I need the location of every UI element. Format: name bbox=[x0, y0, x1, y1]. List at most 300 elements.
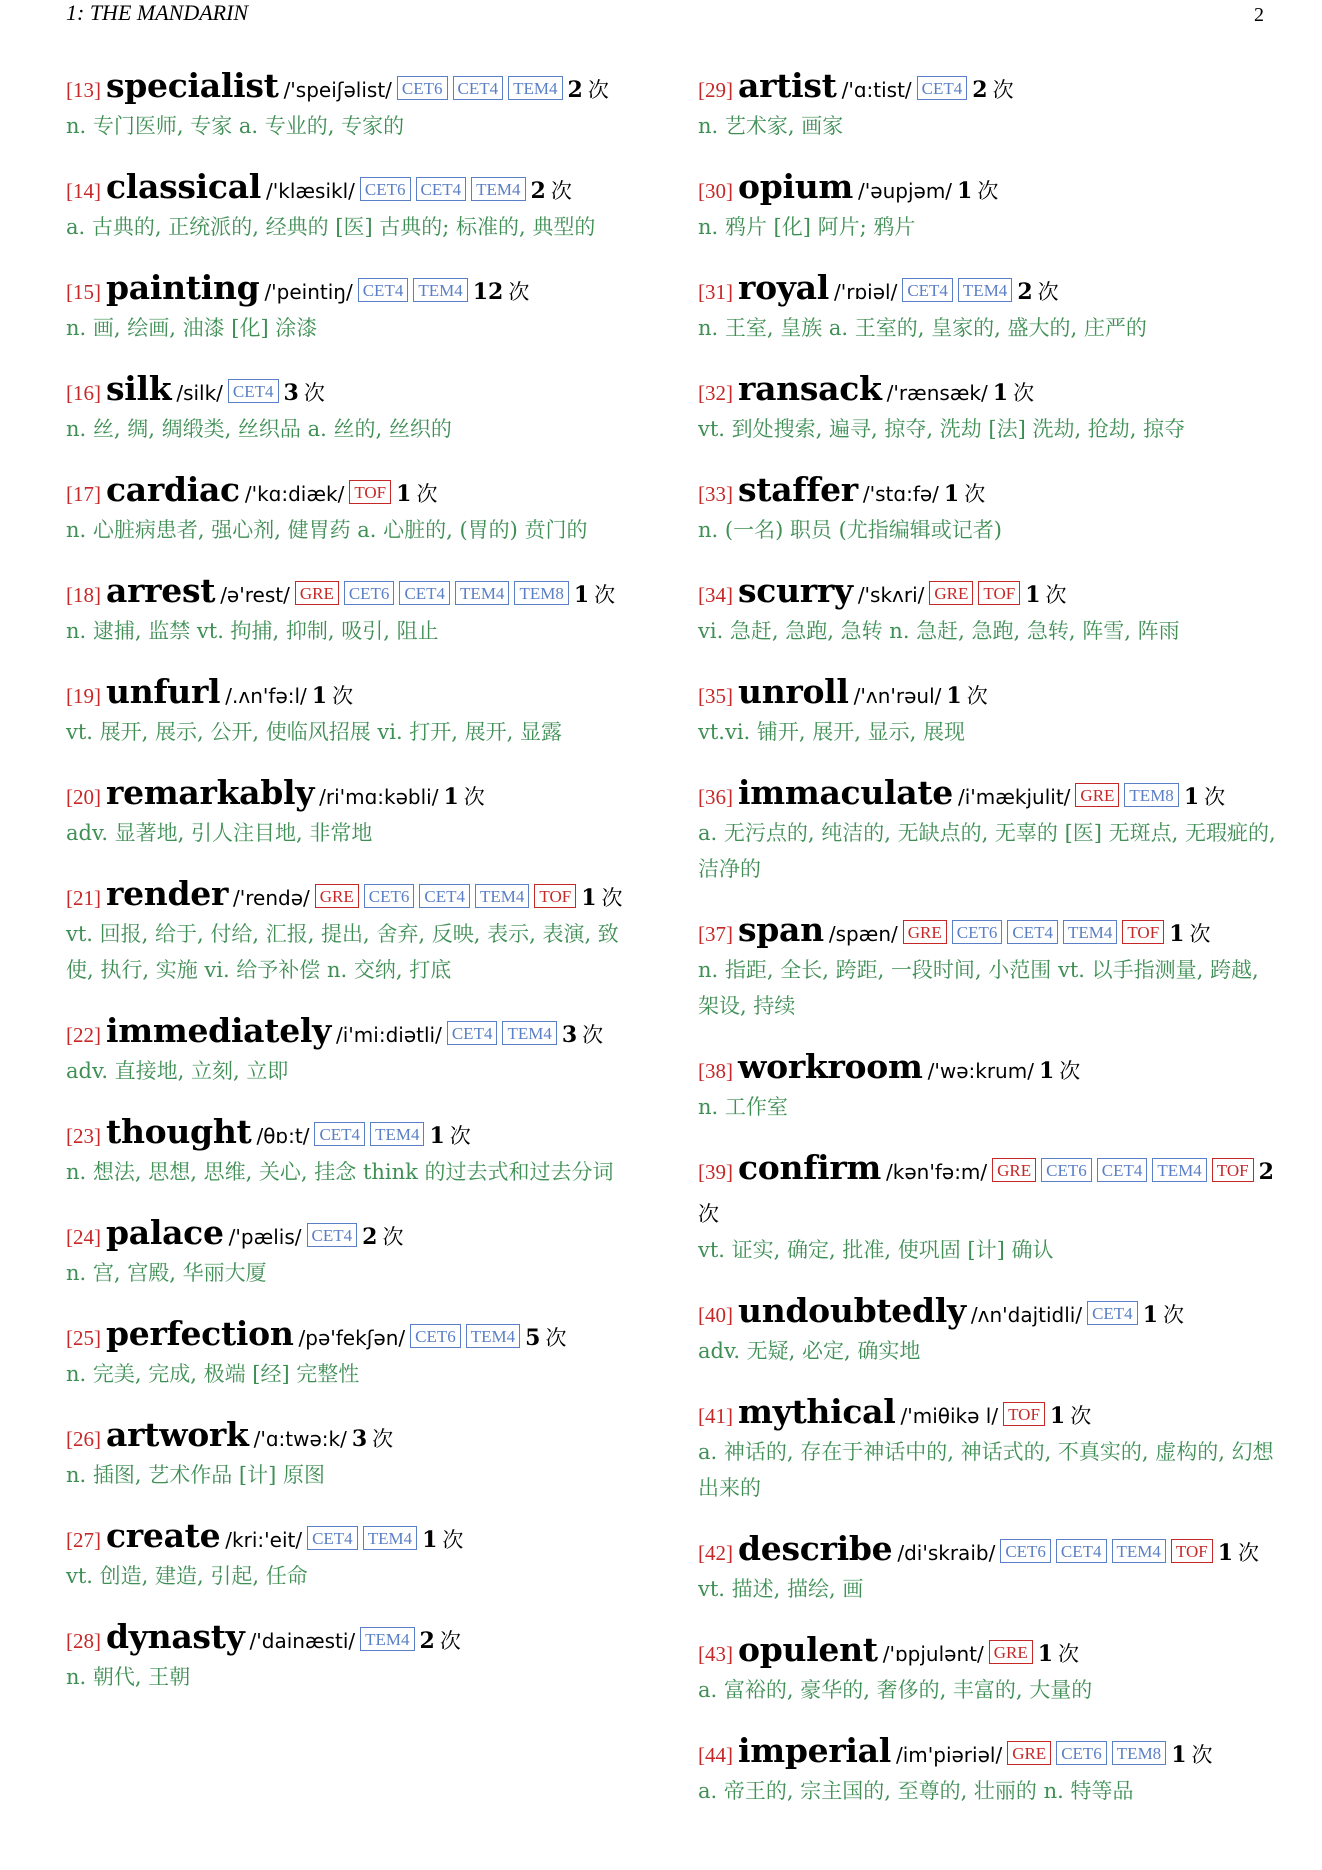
occurrence-unit: 次 bbox=[1045, 583, 1067, 607]
vocab-entry bbox=[66, 369, 646, 447]
exam-tag: GRE bbox=[1007, 1741, 1051, 1765]
headword: span bbox=[738, 910, 824, 949]
phonetic: /'rænsæk/ bbox=[886, 381, 988, 405]
entry-headline bbox=[66, 773, 646, 817]
exam-tags bbox=[307, 1526, 417, 1550]
entry-headline bbox=[698, 1731, 1278, 1775]
vocab-entry bbox=[66, 1314, 646, 1392]
occurrence-count: 1 bbox=[1169, 921, 1185, 947]
entry-number: [29] bbox=[698, 78, 733, 102]
exam-tag: TEM8 bbox=[514, 581, 568, 605]
vocab-entry bbox=[66, 1112, 646, 1190]
headword: confirm bbox=[738, 1148, 882, 1187]
entry-number: [42] bbox=[698, 1541, 733, 1565]
headword: ransack bbox=[738, 369, 882, 408]
occurrence-count: 1 bbox=[1217, 1540, 1234, 1566]
entry-number: [41] bbox=[698, 1404, 733, 1428]
vocab-entry bbox=[698, 470, 1278, 548]
definition: vt.vi. 铺开, 展开, 显示, 展现 bbox=[698, 720, 965, 744]
entry-headline bbox=[698, 369, 1278, 413]
entry-headline bbox=[66, 571, 646, 615]
exam-tag: GRE bbox=[903, 920, 947, 944]
vocab-entry bbox=[698, 66, 1278, 144]
occurrence-count: 1 bbox=[581, 885, 597, 911]
phonetic: /i'mækjulit/ bbox=[958, 785, 1071, 809]
headword: unfurl bbox=[106, 672, 221, 711]
occurrence-count: 3 bbox=[283, 380, 299, 406]
entry-headline bbox=[66, 1213, 646, 1257]
exam-tags bbox=[447, 1021, 557, 1045]
exam-tags bbox=[1000, 1539, 1212, 1563]
definition: n. 丝, 绸, 绸缎类, 丝织品 a. 丝的, 丝织的 bbox=[66, 417, 452, 441]
phonetic: /'rɒiəl/ bbox=[834, 280, 898, 304]
exam-tag: TEM8 bbox=[1112, 1741, 1166, 1765]
exam-tag: CET4 bbox=[902, 278, 953, 302]
entry-number: [22] bbox=[66, 1023, 101, 1047]
exam-tag: TEM4 bbox=[475, 884, 529, 908]
occurrence-unit: 次 bbox=[992, 78, 1014, 102]
exam-tags bbox=[410, 1324, 520, 1348]
exam-tag: CET6 bbox=[397, 76, 448, 100]
occurrence-count: 1 bbox=[573, 582, 590, 608]
occurrence-unit: 次 bbox=[1013, 381, 1035, 405]
exam-tag: CET4 bbox=[307, 1526, 358, 1550]
exam-tags bbox=[358, 278, 468, 302]
running-title: 1: THE MANDARIN bbox=[66, 0, 249, 25]
exam-tag: CET4 bbox=[228, 379, 279, 403]
exam-tag: TEM4 bbox=[370, 1122, 424, 1146]
exam-tags bbox=[992, 1158, 1253, 1182]
headword: specialist bbox=[106, 66, 279, 105]
exam-tag: TOF bbox=[349, 480, 391, 504]
phonetic: /'stɑ:fə/ bbox=[862, 482, 939, 506]
vocab-entry bbox=[66, 571, 646, 649]
vocab-entry bbox=[698, 1291, 1278, 1369]
phonetic: /.ʌn'fə:l/ bbox=[225, 684, 307, 708]
phonetic: /ʌn'dajtidli/ bbox=[970, 1303, 1083, 1327]
entry-number: [19] bbox=[66, 684, 101, 708]
entry-headline bbox=[66, 470, 646, 514]
entry-headline bbox=[66, 1112, 646, 1156]
occurrence-unit: 次 bbox=[1059, 1059, 1081, 1083]
entry-number: [28] bbox=[66, 1629, 101, 1653]
vocab-entry bbox=[66, 1415, 646, 1493]
exam-tags bbox=[1075, 783, 1178, 807]
occurrence-count: 1 bbox=[1037, 1641, 1054, 1667]
entry-headline bbox=[66, 1617, 646, 1661]
exam-tag: TEM4 bbox=[413, 278, 467, 302]
vocab-entry bbox=[698, 910, 1278, 1024]
occurrence-count: 2 bbox=[1017, 279, 1033, 305]
headword: royal bbox=[738, 268, 829, 307]
phonetic: /im'piəriəl/ bbox=[895, 1743, 1003, 1767]
exam-tag: TEM8 bbox=[1124, 783, 1178, 807]
headword: create bbox=[106, 1516, 221, 1555]
exam-tag: CET6 bbox=[364, 884, 415, 908]
occurrence-count: 1 bbox=[943, 481, 960, 507]
vocab-entry bbox=[66, 1617, 646, 1695]
vocab-entry bbox=[66, 1011, 646, 1089]
exam-tag: CET4 bbox=[1087, 1301, 1138, 1325]
entry-number: [17] bbox=[66, 482, 101, 506]
right-column bbox=[698, 66, 1278, 1832]
entry-headline bbox=[698, 1148, 1278, 1234]
exam-tag: CET6 bbox=[1056, 1741, 1107, 1765]
exam-tag: TEM4 bbox=[508, 76, 562, 100]
occurrence-count: 1 bbox=[1049, 1403, 1066, 1429]
occurrence-unit: 次 bbox=[966, 684, 988, 708]
definition: n. 专门医师, 专家 a. 专业的, 专家的 bbox=[66, 114, 405, 138]
phonetic: /'ʌn'rəul/ bbox=[853, 684, 942, 708]
occurrence-count: 2 bbox=[419, 1628, 435, 1654]
headword: artist bbox=[738, 66, 837, 105]
exam-tag: GRE bbox=[992, 1158, 1036, 1182]
exam-tag: TOF bbox=[1212, 1158, 1254, 1182]
exam-tag: CET4 bbox=[399, 581, 450, 605]
phonetic: /i'mi:diətli/ bbox=[336, 1023, 442, 1047]
entry-number: [15] bbox=[66, 280, 101, 304]
headword: silk bbox=[106, 369, 172, 408]
phonetic: /ə'rest/ bbox=[220, 583, 290, 607]
entry-headline bbox=[698, 571, 1278, 615]
exam-tags bbox=[989, 1640, 1033, 1664]
vocab-entry bbox=[698, 672, 1278, 750]
occurrence-count: 1 bbox=[429, 1123, 445, 1149]
occurrence-unit: 次 bbox=[1163, 1303, 1184, 1327]
definition: n. 宫, 宫殿, 华丽大厦 bbox=[66, 1261, 267, 1285]
occurrence-unit: 次 bbox=[416, 482, 438, 506]
vocab-entry bbox=[698, 1731, 1278, 1809]
definition: a. 无污点的, 纯洁的, 无缺点的, 无辜的 [医] 无斑点, 无瑕疵的, 洁净的 bbox=[698, 821, 1276, 881]
headword: perfection bbox=[106, 1314, 294, 1353]
occurrence-count: 12 bbox=[472, 279, 504, 305]
vocab-entry bbox=[66, 66, 646, 144]
definition: n. 工作室 bbox=[698, 1095, 788, 1119]
entry-headline bbox=[66, 1415, 646, 1459]
occurrence-unit: 次 bbox=[463, 785, 485, 809]
vocab-entry bbox=[698, 1392, 1278, 1506]
definition: a. 古典的, 正统派的, 经典的 [医] 古典的; 标准的, 典型的 bbox=[66, 215, 596, 239]
occurrence-unit: 次 bbox=[439, 1629, 461, 1653]
exam-tag: TOF bbox=[534, 884, 576, 908]
occurrence-count: 1 bbox=[946, 683, 962, 709]
definition: n. 鸦片 [化] 阿片; 鸦片 bbox=[698, 215, 916, 239]
entry-number: [27] bbox=[66, 1528, 101, 1552]
headword: undoubtedly bbox=[738, 1291, 966, 1330]
vocab-entry bbox=[66, 1213, 646, 1291]
entry-headline bbox=[66, 268, 646, 312]
entry-headline bbox=[66, 66, 646, 110]
phonetic: /pə'fekʃən/ bbox=[298, 1326, 406, 1350]
exam-tag: CET6 bbox=[360, 177, 411, 201]
phonetic: /'klæsikl/ bbox=[266, 179, 355, 203]
headword: dynasty bbox=[106, 1617, 245, 1656]
phonetic: /'skʌri/ bbox=[857, 583, 925, 607]
exam-tag: TOF bbox=[1171, 1539, 1213, 1563]
exam-tags bbox=[349, 480, 391, 504]
entry-headline bbox=[698, 167, 1278, 211]
occurrence-unit: 次 bbox=[442, 1528, 464, 1552]
entry-number: [25] bbox=[66, 1326, 101, 1350]
entry-number: [30] bbox=[698, 179, 733, 203]
phonetic: /'pælis/ bbox=[228, 1225, 302, 1249]
definition: n. 逮捕, 监禁 vt. 拘捕, 抑制, 吸引, 阻止 bbox=[66, 619, 439, 643]
occurrence-unit: 次 bbox=[1070, 1404, 1092, 1428]
exam-tag: CET6 bbox=[1041, 1158, 1092, 1182]
definition: n. 心脏病患者, 强心剂, 健胃药 a. 心脏的, (胃的) 贲门的 bbox=[66, 518, 588, 542]
occurrence-unit: 次 bbox=[1189, 922, 1211, 946]
entry-number: [34] bbox=[698, 583, 733, 607]
entry-headline bbox=[66, 369, 646, 413]
definition: n. 王室, 皇族 a. 王室的, 皇家的, 盛大的, 庄严的 bbox=[698, 316, 1147, 340]
occurrence-unit: 次 bbox=[508, 280, 530, 304]
headword: staffer bbox=[738, 470, 858, 509]
entry-headline bbox=[698, 773, 1278, 817]
exam-tag: GRE bbox=[989, 1640, 1033, 1664]
vocab-entry bbox=[698, 571, 1278, 649]
exam-tag: CET4 bbox=[447, 1021, 498, 1045]
exam-tags bbox=[902, 278, 1012, 302]
headword: render bbox=[106, 874, 229, 913]
exam-tag: CET4 bbox=[416, 177, 467, 201]
headword: opulent bbox=[738, 1630, 878, 1669]
exam-tag: CET4 bbox=[419, 884, 470, 908]
occurrence-unit: 次 bbox=[449, 1124, 471, 1148]
entry-headline bbox=[698, 268, 1278, 312]
occurrence-unit: 次 bbox=[698, 1202, 719, 1226]
phonetic: /kən'fə:m/ bbox=[886, 1160, 988, 1184]
entry-headline bbox=[698, 1630, 1278, 1674]
exam-tags bbox=[314, 1122, 424, 1146]
exam-tag: GRE bbox=[315, 884, 359, 908]
phonetic: /'ɑ:twə:k/ bbox=[253, 1427, 347, 1451]
entry-headline bbox=[66, 672, 646, 716]
exam-tag: TEM4 bbox=[455, 581, 509, 605]
exam-tag: GRE bbox=[929, 581, 973, 605]
headword: painting bbox=[106, 268, 260, 307]
entry-number: [24] bbox=[66, 1225, 101, 1249]
occurrence-unit: 次 bbox=[977, 179, 999, 203]
entry-number: [26] bbox=[66, 1427, 101, 1451]
headword: artwork bbox=[106, 1415, 249, 1454]
occurrence-count: 1 bbox=[443, 784, 459, 810]
definition: vt. 展开, 展示, 公开, 使临风招展 vi. 打开, 展开, 显露 bbox=[66, 720, 563, 744]
entry-number: [39] bbox=[698, 1160, 733, 1184]
vocab-entry bbox=[698, 167, 1278, 245]
definition: vi. 急赶, 急跑, 急转 n. 急赶, 急跑, 急转, 阵雪, 阵雨 bbox=[698, 619, 1180, 643]
occurrence-count: 1 bbox=[1038, 1058, 1055, 1084]
occurrence-count: 1 bbox=[396, 481, 412, 507]
vocab-entry bbox=[66, 773, 646, 851]
occurrence-count: 1 bbox=[1183, 784, 1200, 810]
exam-tag: TEM4 bbox=[466, 1324, 520, 1348]
exam-tag: TEM4 bbox=[502, 1021, 556, 1045]
occurrence-unit: 次 bbox=[582, 1023, 604, 1047]
entry-headline bbox=[698, 1529, 1278, 1573]
definition: n. 完美, 完成, 极端 [经] 完整性 bbox=[66, 1362, 360, 1386]
exam-tags bbox=[397, 76, 563, 100]
headword: describe bbox=[738, 1529, 893, 1568]
occurrence-count: 1 bbox=[1142, 1302, 1158, 1328]
entry-number: [13] bbox=[66, 78, 101, 102]
vocab-entry bbox=[698, 1148, 1278, 1268]
occurrence-unit: 次 bbox=[332, 684, 354, 708]
entry-headline bbox=[66, 1314, 646, 1358]
phonetic: /di'skraib/ bbox=[897, 1541, 996, 1565]
entry-number: [32] bbox=[698, 381, 733, 405]
headword: opium bbox=[738, 167, 854, 206]
occurrence-count: 1 bbox=[311, 683, 328, 709]
vocab-entry bbox=[66, 167, 646, 245]
exam-tag: CET4 bbox=[1056, 1539, 1107, 1563]
headword: imperial bbox=[738, 1731, 891, 1770]
headword: mythical bbox=[738, 1392, 896, 1431]
left-column bbox=[66, 66, 646, 1718]
headword: arrest bbox=[106, 571, 216, 610]
entry-number: [33] bbox=[698, 482, 733, 506]
exam-tags bbox=[1087, 1301, 1138, 1325]
exam-tag: CET4 bbox=[917, 76, 968, 100]
definition: a. 神话的, 存在于神话中的, 神话式的, 不真实的, 虚构的, 幻想出来的 bbox=[698, 1440, 1274, 1500]
occurrence-count: 3 bbox=[351, 1426, 368, 1452]
entry-headline bbox=[698, 1291, 1278, 1335]
headword: scurry bbox=[738, 571, 853, 610]
phonetic: /ri'mɑ:kəbli/ bbox=[319, 785, 439, 809]
occurrence-unit: 次 bbox=[964, 482, 986, 506]
phonetic: /'wə:krum/ bbox=[927, 1059, 1034, 1083]
definition: vt. 创造, 建造, 引起, 任命 bbox=[66, 1564, 308, 1588]
entry-headline bbox=[698, 66, 1278, 110]
occurrence-unit: 次 bbox=[601, 886, 623, 910]
headword: classical bbox=[106, 167, 262, 206]
occurrence-count: 2 bbox=[567, 77, 583, 103]
entry-number: [21] bbox=[66, 886, 101, 910]
headword: palace bbox=[106, 1213, 224, 1252]
definition: adv. 直接地, 立刻, 立即 bbox=[66, 1059, 289, 1083]
entry-headline bbox=[66, 874, 646, 918]
entry-headline bbox=[66, 1011, 646, 1055]
phonetic: /'rendə/ bbox=[233, 886, 310, 910]
vocab-entry bbox=[66, 874, 646, 988]
definition: vt. 描述, 描绘, 画 bbox=[698, 1577, 864, 1601]
exam-tag: CET6 bbox=[344, 581, 395, 605]
occurrence-count: 2 bbox=[972, 77, 988, 103]
definition: a. 帝王的, 宗主国的, 至尊的, 壮丽的 n. 特等品 bbox=[698, 1779, 1134, 1803]
entry-headline bbox=[698, 672, 1278, 716]
definition: n. 插图, 艺术作品 [计] 原图 bbox=[66, 1463, 325, 1487]
exam-tag: CET6 bbox=[410, 1324, 461, 1348]
entry-number: [36] bbox=[698, 785, 733, 809]
definition: adv. 无疑, 必定, 确实地 bbox=[698, 1339, 921, 1363]
headword: thought bbox=[106, 1112, 252, 1151]
exam-tag: TOF bbox=[1122, 920, 1164, 944]
definition: n. 指距, 全长, 跨距, 一段时间, 小范围 vt. 以手指测量, 跨越, 架设, 持续 bbox=[698, 958, 1259, 1018]
entry-number: [31] bbox=[698, 280, 733, 304]
occurrence-count: 1 bbox=[957, 178, 973, 204]
headword: immaculate bbox=[738, 773, 953, 812]
exam-tag: TEM4 bbox=[1152, 1158, 1206, 1182]
exam-tag: CET6 bbox=[952, 920, 1003, 944]
exam-tag: GRE bbox=[1075, 783, 1119, 807]
entry-number: [37] bbox=[698, 922, 733, 946]
vocab-entry bbox=[698, 773, 1278, 887]
occurrence-count: 1 bbox=[992, 380, 1009, 406]
definition: n. (一名) 职员 (尤指编辑或记者) bbox=[698, 518, 1002, 542]
exam-tag: TEM4 bbox=[958, 278, 1012, 302]
exam-tags bbox=[360, 177, 526, 201]
occurrence-count: 1 bbox=[422, 1527, 438, 1553]
phonetic: /'peintiŋ/ bbox=[264, 280, 353, 304]
exam-tags bbox=[903, 920, 1164, 944]
headword: immediately bbox=[106, 1011, 332, 1050]
vocab-entry bbox=[66, 470, 646, 548]
phonetic: /'kɑ:diæk/ bbox=[244, 482, 345, 506]
occurrence-count: 1 bbox=[1025, 582, 1041, 608]
entry-number: [16] bbox=[66, 381, 101, 405]
exam-tag: TEM4 bbox=[363, 1526, 417, 1550]
definition: adv. 显著地, 引人注目地, 非常地 bbox=[66, 821, 373, 845]
phonetic: /'speiʃəlist/ bbox=[283, 78, 392, 102]
occurrence-unit: 次 bbox=[1037, 280, 1059, 304]
vocab-entry bbox=[66, 1516, 646, 1594]
exam-tag: CET4 bbox=[358, 278, 409, 302]
entry-number: [35] bbox=[698, 684, 733, 708]
definition: n. 想法, 思想, 思维, 关心, 挂念 think 的过去式和过去分词 bbox=[66, 1160, 614, 1184]
exam-tag: CET4 bbox=[1007, 920, 1058, 944]
entry-number: [14] bbox=[66, 179, 101, 203]
phonetic: /'dainæsti/ bbox=[249, 1629, 356, 1653]
exam-tag: CET4 bbox=[307, 1223, 358, 1247]
entry-headline bbox=[66, 167, 646, 211]
exam-tags bbox=[1007, 1741, 1166, 1765]
occurrence-unit: 次 bbox=[587, 78, 609, 102]
entry-number: [43] bbox=[698, 1642, 733, 1666]
exam-tag: CET6 bbox=[1000, 1539, 1051, 1563]
exam-tags bbox=[360, 1627, 414, 1651]
vocab-entry bbox=[698, 1630, 1278, 1708]
exam-tag: TOF bbox=[1003, 1402, 1045, 1426]
vocab-entry bbox=[698, 268, 1278, 346]
entry-number: [38] bbox=[698, 1059, 733, 1083]
definition: a. 富裕的, 豪华的, 奢侈的, 丰富的, 大量的 bbox=[698, 1678, 1093, 1702]
occurrence-unit: 次 bbox=[545, 1326, 567, 1350]
phonetic: /spæn/ bbox=[828, 922, 898, 946]
occurrence-count: 2 bbox=[1258, 1159, 1274, 1185]
occurrence-count: 5 bbox=[525, 1325, 541, 1351]
occurrence-unit: 次 bbox=[1238, 1541, 1260, 1565]
entry-number: [44] bbox=[698, 1743, 733, 1767]
exam-tag: CET4 bbox=[314, 1122, 365, 1146]
exam-tags bbox=[315, 884, 576, 908]
exam-tag: CET4 bbox=[453, 76, 504, 100]
vocab-entry bbox=[66, 672, 646, 750]
phonetic: /'əupjəm/ bbox=[858, 179, 953, 203]
exam-tags bbox=[1003, 1402, 1045, 1426]
entry-number: [23] bbox=[66, 1124, 101, 1148]
entry-number: [20] bbox=[66, 785, 101, 809]
entry-headline bbox=[698, 470, 1278, 514]
exam-tag: CET4 bbox=[1097, 1158, 1148, 1182]
occurrence-count: 3 bbox=[561, 1022, 578, 1048]
headword: unroll bbox=[738, 672, 849, 711]
entry-number: [40] bbox=[698, 1303, 733, 1327]
definition: vt. 证实, 确定, 批准, 使巩固 [计] 确认 bbox=[698, 1238, 1054, 1262]
definition: vt. 回报, 给于, 付给, 汇报, 提出, 舍弃, 反映, 表示, 表演, 致使, 执行, 实施 vi. 给予补偿 n. 交纳, 打底 bbox=[66, 922, 619, 982]
exam-tag: GRE bbox=[295, 581, 339, 605]
exam-tag: TEM4 bbox=[360, 1627, 414, 1651]
exam-tag: TOF bbox=[978, 581, 1020, 605]
occurrence-count: 1 bbox=[1171, 1742, 1187, 1768]
